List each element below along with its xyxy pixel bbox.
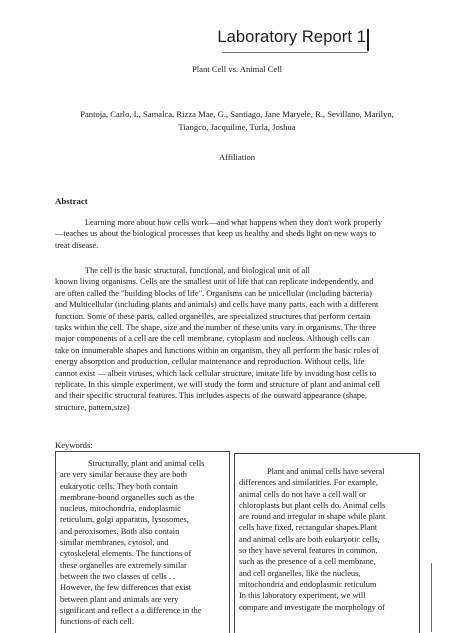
text-line: animal cells do not have a cell wall or — [239, 489, 366, 499]
text-line: take on innumerable shapes and functions within an organism, they all perform the basic roles of — [55, 345, 380, 355]
text-line: and their specific structural features. This includes aspects of the outward appearance (shape, — [55, 391, 367, 401]
text-line: so they have several features in common, — [239, 546, 378, 556]
text-line: replicate. In this simple experiment, we will study the form and structure of plant and animal cell — [55, 380, 381, 390]
text-line: significant and reflect a a difference in the — [60, 605, 202, 615]
text-line: energy absorption and production, cellular maintenance and reproduction. Without cells, life — [55, 357, 365, 367]
paper-title: Plant Cell vs. Animal Cell — [192, 64, 282, 74]
abstract-paragraph-2 — [55, 265, 421, 413]
text-line: known living organisms. Cells are the smallest unit of life that can replicate independently, and — [55, 277, 374, 287]
text-line: between the two classes of cells . . — [60, 571, 176, 581]
text-line: Learning more about how cells work—and what happens when they don't work properly — [85, 218, 382, 227]
text-line: compare and investigate the morphology of — [239, 602, 385, 612]
text-line: and Multicellular (including plants and animals) and cells have many parts, each with a different — [55, 300, 379, 310]
text-line: and cell organelles, like the nucleus, — [239, 568, 361, 578]
text-line: However, the few differences that exist — [60, 583, 192, 593]
text-line: Structurally, plant and animal cells — [88, 459, 205, 468]
text-line: The cell is the basic structural, functional, and biological unit of all — [85, 266, 310, 275]
text-line: membrane-bound organelles such as the — [60, 492, 195, 502]
abstract-heading: Abstract — [55, 196, 88, 206]
text-line: mitochondria and endoplasmic reticulum — [239, 579, 377, 589]
text-line: similar membranes, cytosol, and — [60, 538, 169, 548]
text-box-left-content — [56, 452, 229, 627]
text-line: are often called the "building blocks of life". Organisms can be unicellular (including bacteria) — [55, 288, 372, 298]
text-line: major components of a cell are the cell membrane, cytoplasm and nucleus. Although cells can — [55, 334, 370, 344]
text-line: cells have fixed, rectangular shapes.Plant — [239, 523, 378, 533]
text-line: treat disease. — [55, 240, 99, 250]
text-line: are very similar because they are both — [60, 470, 187, 480]
header-vertical-rule — [367, 29, 369, 51]
text-line: cytoskeletal elements. The functions of — [60, 549, 192, 559]
author-list — [50, 108, 424, 133]
text-box-left — [55, 451, 230, 633]
abstract-paragraph-1 — [55, 217, 421, 251]
text-box-right-content — [235, 454, 419, 613]
text-line: —teaches us about the biological processes that keep us healthy and sheds light on new ways to — [55, 229, 376, 239]
author-line: Tiangco, Jacquiline, Turla, Joshua — [178, 121, 296, 132]
header-underline — [222, 52, 368, 53]
text-line: In this laboratory experiment, we will — [239, 591, 366, 601]
text-line: cannot exist — albeit viruses, which lack cellular structure, imitate life by invading host cells to — [55, 368, 377, 378]
text-line: structure, pattern,size) — [55, 402, 130, 412]
text-line: tasks within the cell. The shape, size and the number of these units vary in organisms. The three — [55, 323, 376, 333]
text-line: chloroplasts but plant cells do. Animal cells — [239, 500, 386, 510]
text-line: nucleus, mitochondria, endoplasmic — [60, 504, 181, 514]
text-line: and animal cells are both eukaryotic cells, — [239, 534, 380, 544]
text-line: Plant and animal cells have several — [267, 467, 385, 476]
author-line: Pantoja, Carlo, I., Samalca, Rizza Mae, G., Santiago, Jane Maryele, R., Sevillano, Marilyn, — [80, 109, 394, 119]
affiliation: Affiliation — [218, 152, 256, 162]
text-line: and peroxisomes. Both also contain — [60, 526, 180, 536]
report-header-title: Laboratory Report 1 — [217, 28, 366, 46]
margin-line — [431, 563, 432, 632]
text-line: these organelles are extremely similar — [60, 560, 187, 570]
text-line: functions of each cell. — [60, 617, 134, 627]
text-line: are round and irregular in shape while plant — [239, 512, 386, 522]
text-line: such as the presence of a cell membrane, — [239, 557, 376, 567]
text-box-right — [234, 453, 420, 633]
text-line: between plant and animals are very — [60, 594, 179, 604]
text-line: reticulum, golgi apparatus, lysosomes, — [60, 515, 189, 525]
keywords-label: Keywords: — [55, 440, 93, 450]
text-line: eukaryotic cells. They both contain — [60, 481, 178, 491]
text-line: function. Some of these parts, called organelles, are specialized structures that perform certain — [55, 311, 371, 321]
text-line: differences and similarities. For example, — [239, 478, 378, 488]
